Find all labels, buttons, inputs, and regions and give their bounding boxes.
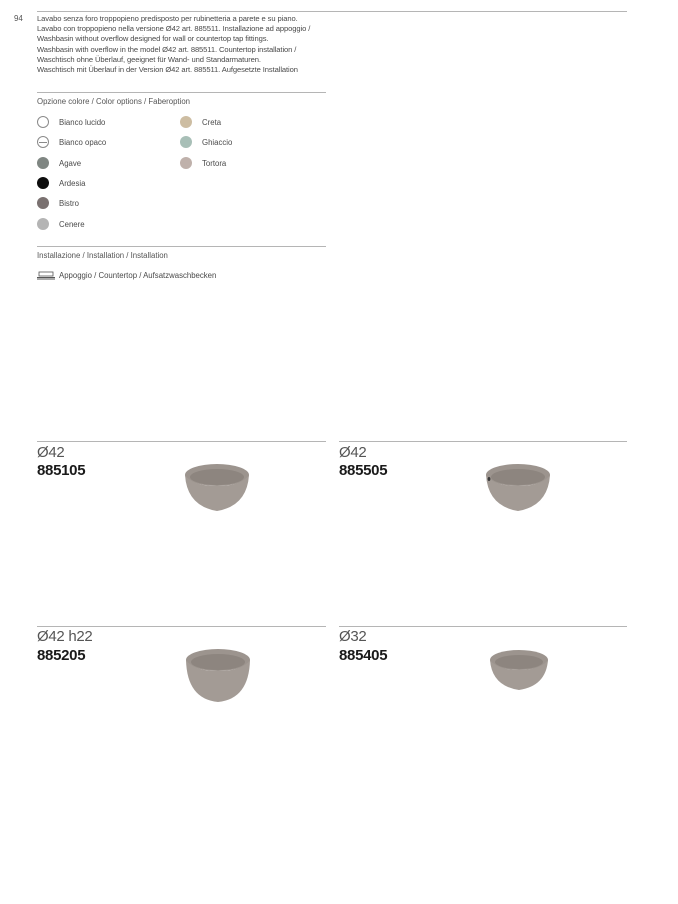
color-dot-icon bbox=[37, 218, 49, 230]
product-code: 885405 bbox=[339, 647, 388, 664]
product-rule bbox=[37, 441, 326, 442]
page-number: 94 bbox=[14, 14, 23, 23]
swatch-label: Agave bbox=[59, 158, 82, 168]
product-rule bbox=[339, 626, 627, 627]
top-rule bbox=[37, 11, 627, 12]
color-swatch-cenere bbox=[37, 217, 85, 231]
color-swatch-creta bbox=[180, 115, 221, 129]
product-dimension: Ø32 bbox=[339, 628, 367, 645]
washbasin-image bbox=[488, 648, 550, 692]
product-code: 885505 bbox=[339, 462, 388, 479]
washbasin-with-overflow-image bbox=[484, 462, 552, 514]
product-dimension: Ø42 bbox=[37, 444, 65, 461]
product-code: 885105 bbox=[37, 462, 86, 479]
color-dot-icon bbox=[180, 136, 192, 148]
color-swatch-ardesia bbox=[37, 176, 85, 190]
color-swatch-bianco-lucido bbox=[37, 115, 105, 129]
color-swatch-tortora bbox=[180, 156, 226, 170]
description-line: Lavabo con troppopieno nella versione Ø42 art. 885511. Installazione ad appoggio / bbox=[37, 24, 311, 34]
color-swatch-bianco-opaco bbox=[37, 135, 106, 149]
installation-rule bbox=[37, 246, 326, 247]
installation-title: Installazione / Installation / Installation bbox=[37, 251, 168, 260]
color-options-rule bbox=[37, 92, 326, 93]
product-rule bbox=[37, 626, 326, 627]
installation-label: Appoggio / Countertop / Aufsatzwaschbecken bbox=[59, 270, 217, 280]
description-line: Washbasin without overflow designed for wall or countertop tap fittings. bbox=[37, 34, 269, 44]
countertop-icon bbox=[37, 271, 55, 280]
outline-circle-icon bbox=[37, 116, 49, 128]
color-swatch-agave bbox=[37, 156, 81, 170]
color-dot-icon bbox=[37, 177, 49, 189]
installation-item bbox=[37, 268, 216, 282]
color-swatch-ghiaccio bbox=[180, 135, 232, 149]
color-dot-icon bbox=[180, 157, 192, 169]
color-dot-icon bbox=[180, 116, 192, 128]
swatch-label: Bianco lucido bbox=[59, 117, 106, 127]
color-swatch-bistro bbox=[37, 196, 79, 210]
product-code: 885205 bbox=[37, 647, 86, 664]
swatch-label: Creta bbox=[202, 117, 222, 127]
color-options-title: Opzione colore / Color options / Faberoption bbox=[37, 97, 190, 106]
washbasin-image bbox=[183, 462, 251, 514]
description-line: Washbasin with overflow in the model Ø42 art. 885511. Countertop installation / bbox=[37, 44, 297, 54]
product-description bbox=[37, 14, 337, 75]
swatch-label: Cenere bbox=[59, 219, 85, 229]
washbasin-image bbox=[184, 647, 252, 705]
color-dot-icon bbox=[37, 157, 49, 169]
product-dimension: Ø42 h22 bbox=[37, 628, 93, 645]
product-rule bbox=[339, 441, 627, 442]
outline-circle-line-icon bbox=[37, 136, 49, 148]
product-dimension: Ø42 bbox=[339, 444, 367, 461]
description-line: Waschtisch ohne Überlauf, geeignet für Wand- und Standarmaturen. bbox=[37, 54, 261, 64]
swatch-label: Bistro bbox=[59, 198, 79, 208]
description-line: Waschtisch mit Überlauf in der Version Ø42 art. 885511. Aufgesetzte Installation bbox=[37, 65, 298, 75]
color-dot-icon bbox=[37, 197, 49, 209]
swatch-label: Ardesia bbox=[59, 178, 86, 188]
description-line: Lavabo senza foro troppopieno predisposto per rubinetteria a parete e su piano. bbox=[37, 14, 298, 23]
swatch-label: Ghiaccio bbox=[202, 137, 233, 147]
swatch-label: Tortora bbox=[202, 158, 227, 168]
swatch-label: Bianco opaco bbox=[59, 137, 107, 147]
